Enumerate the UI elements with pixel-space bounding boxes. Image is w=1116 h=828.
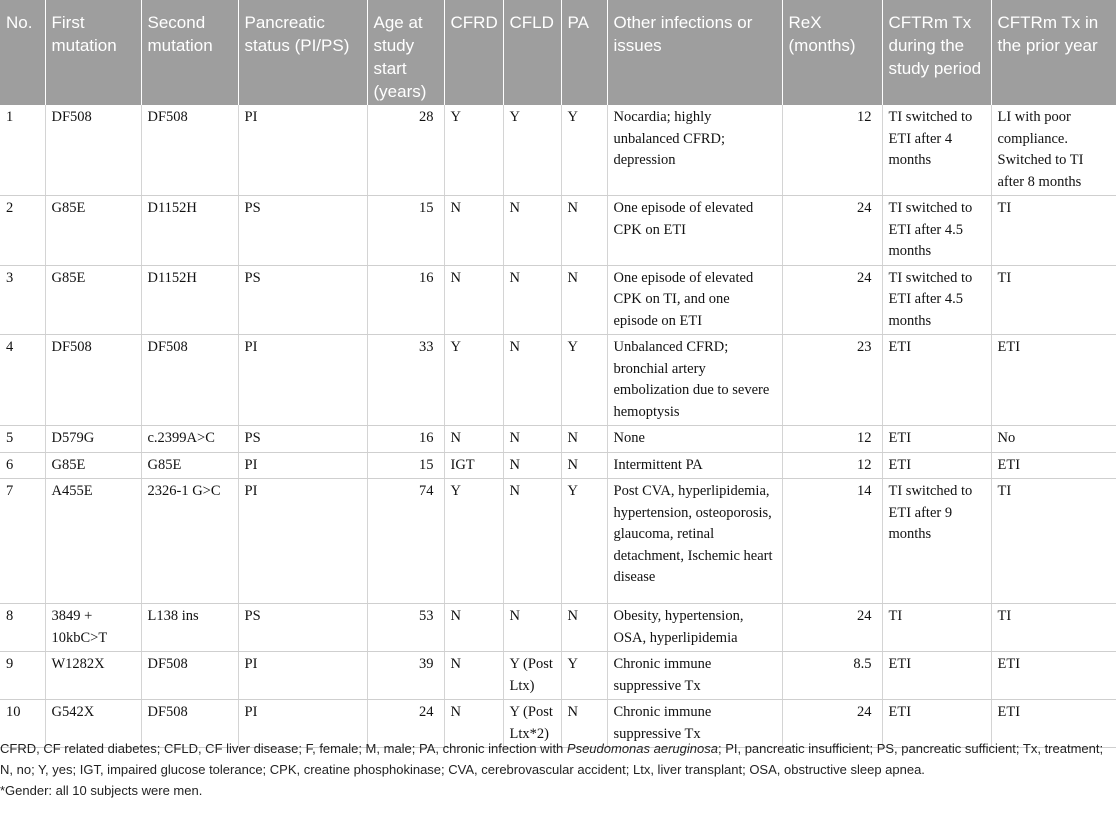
table-cell: 24 (367, 700, 444, 748)
table-cell: ETI (882, 700, 991, 748)
table-cell: 6 (0, 452, 45, 479)
table-row (0, 265, 1116, 335)
table-cell: Obesity, hypertension, OSA, hyperlipidemia (607, 604, 782, 652)
table-cell: Y (561, 105, 607, 196)
table-cell: PS (238, 426, 367, 453)
table-cell: TI (991, 479, 1116, 604)
table-cell: ETI (991, 700, 1116, 748)
table-cell: PS (238, 604, 367, 652)
table-cell: G542X (45, 700, 141, 748)
table-cell: TI (882, 604, 991, 652)
table-cell: Y (561, 652, 607, 700)
table-cell: One episode of elevated CPK on TI, and one episode on ETI (607, 265, 782, 335)
table-cell: IGT (444, 452, 503, 479)
table-cell: 24 (782, 196, 882, 266)
table-cell: N (444, 196, 503, 266)
table-cell: None (607, 426, 782, 453)
table-cell: 24 (782, 265, 882, 335)
table-row (0, 452, 1116, 479)
table-cell: LI with poor compliance. Switched to TI after 8 months (991, 105, 1116, 196)
column-header: Other infections or issues (607, 0, 782, 105)
table-cell: Y (Post Ltx*2) (503, 700, 561, 748)
table-cell: DF508 (45, 335, 141, 426)
column-header: CFLD (503, 0, 561, 105)
table-cell: PS (238, 196, 367, 266)
table-cell: 16 (367, 265, 444, 335)
table-cell: ETI (991, 452, 1116, 479)
table-cell: N (561, 700, 607, 748)
table-cell: DF508 (45, 105, 141, 196)
table-cell: DF508 (141, 652, 238, 700)
table-cell: N (503, 265, 561, 335)
table-cell: N (503, 604, 561, 652)
table-cell: DF508 (141, 335, 238, 426)
table-cell: Y (561, 335, 607, 426)
table-cell: N (444, 265, 503, 335)
column-header: ReX (months) (782, 0, 882, 105)
table-cell: 15 (367, 196, 444, 266)
table-cell: TI switched to ETI after 4.5 months (882, 196, 991, 266)
species-name: Pseudomonas aeruginosa (566, 741, 718, 756)
column-header: Second mutation (141, 0, 238, 105)
table-cell: 12 (782, 105, 882, 196)
table-cell: 53 (367, 604, 444, 652)
table-cell: TI switched to ETI after 4.5 months (882, 265, 991, 335)
table-cell: 2326-1 G>C (141, 479, 238, 604)
table-cell: Y (444, 479, 503, 604)
table-cell: G85E (45, 265, 141, 335)
table-row (0, 479, 1116, 604)
table-cell: Intermittent PA (607, 452, 782, 479)
table-cell: 16 (367, 426, 444, 453)
table-cell: D1152H (141, 265, 238, 335)
table-cell: N (444, 604, 503, 652)
table-cell: 24 (782, 604, 882, 652)
table-cell: ETI (882, 452, 991, 479)
table-cell: D579G (45, 426, 141, 453)
table-cell: 5 (0, 426, 45, 453)
table-cell: Post CVA, hyperlipidemia, hypertension, osteoporosis, glaucoma, retinal detachment, Ischemic heart disease (607, 479, 782, 604)
table-row (0, 196, 1116, 266)
table-footnotes (0, 738, 1116, 801)
table-cell: 28 (367, 105, 444, 196)
table-cell: L138 ins (141, 604, 238, 652)
table-cell: No (991, 426, 1116, 453)
table-cell: A455E (45, 479, 141, 604)
table-cell: c.2399A>C (141, 426, 238, 453)
column-header: CFTRm Tx during the study period (882, 0, 991, 105)
gender-note: *Gender: all 10 subjects were men. (0, 783, 203, 798)
table-cell: 8 (0, 604, 45, 652)
table-cell: PI (238, 452, 367, 479)
table-cell: TI switched to ETI after 4 months (882, 105, 991, 196)
table-cell: N (561, 265, 607, 335)
table-cell: 1 (0, 105, 45, 196)
column-header: CFTRm Tx in the prior year (991, 0, 1116, 105)
table-cell: ETI (882, 335, 991, 426)
table-row (0, 652, 1116, 700)
table-cell: 23 (782, 335, 882, 426)
table-cell: 8.5 (782, 652, 882, 700)
table-row (0, 105, 1116, 196)
table-cell: 10 (0, 700, 45, 748)
table-cell: 9 (0, 652, 45, 700)
table-cell: PI (238, 335, 367, 426)
table-cell: N (561, 426, 607, 453)
table-cell: N (503, 335, 561, 426)
table-cell: Y (561, 479, 607, 604)
table-cell: N (444, 652, 503, 700)
column-header: Pancreatic status (PI/PS) (238, 0, 367, 105)
table-cell: N (561, 196, 607, 266)
abbreviations-note (0, 738, 1116, 780)
table-cell: PI (238, 652, 367, 700)
table-cell: TI (991, 196, 1116, 266)
table-cell: N (561, 604, 607, 652)
table-cell: Chronic immune suppressive Tx (607, 700, 782, 748)
table-cell: 3 (0, 265, 45, 335)
table-cell: N (503, 196, 561, 266)
table-cell: 14 (782, 479, 882, 604)
table-cell: G85E (45, 452, 141, 479)
table-cell: N (561, 452, 607, 479)
table-cell: TI (991, 604, 1116, 652)
table-row (0, 335, 1116, 426)
table-cell: G85E (45, 196, 141, 266)
table-cell: ETI (882, 426, 991, 453)
table-cell: DF508 (141, 700, 238, 748)
table-cell: Y (444, 335, 503, 426)
table-cell: 4 (0, 335, 45, 426)
table-cell: D1152H (141, 196, 238, 266)
table-cell: 74 (367, 479, 444, 604)
table-cell: PI (238, 105, 367, 196)
table-row (0, 604, 1116, 652)
table-cell: Y (444, 105, 503, 196)
table-body (0, 105, 1116, 748)
table-cell: 2 (0, 196, 45, 266)
column-header: First mutation (45, 0, 141, 105)
table-cell: ETI (991, 652, 1116, 700)
table-cell: PI (238, 479, 367, 604)
table-cell: ETI (991, 335, 1116, 426)
table-cell: Chronic immune suppressive Tx (607, 652, 782, 700)
table-row (0, 426, 1116, 453)
table-cell: N (503, 426, 561, 453)
table-cell: 15 (367, 452, 444, 479)
table-cell: 12 (782, 426, 882, 453)
table-cell: PI (238, 700, 367, 748)
table-cell: 33 (367, 335, 444, 426)
table-cell: TI (991, 265, 1116, 335)
column-header: CFRD (444, 0, 503, 105)
table-cell: Nocardia; highly unbalanced CFRD; depression (607, 105, 782, 196)
table-cell: W1282X (45, 652, 141, 700)
table-cell: N (503, 452, 561, 479)
column-header: No. (0, 0, 45, 105)
header-row (0, 0, 1116, 105)
table-cell: N (444, 426, 503, 453)
table-cell: G85E (141, 452, 238, 479)
table-cell: ETI (882, 652, 991, 700)
table-cell: 7 (0, 479, 45, 604)
table-cell: 3849 + 10kbC>T (45, 604, 141, 652)
table-cell: N (444, 700, 503, 748)
table-cell: 39 (367, 652, 444, 700)
table-cell: TI switched to ETI after 9 months (882, 479, 991, 604)
table-cell: Y (Post Ltx) (503, 652, 561, 700)
column-header: Age at study start (years) (367, 0, 444, 105)
table-cell: One episode of elevated CPK on ETI (607, 196, 782, 266)
table-cell: 12 (782, 452, 882, 479)
table-cell: N (503, 479, 561, 604)
table-cell: DF508 (141, 105, 238, 196)
table-cell: PS (238, 265, 367, 335)
table-cell: Y (503, 105, 561, 196)
column-header: PA (561, 0, 607, 105)
table-cell: 24 (782, 700, 882, 748)
table-cell: Unbalanced CFRD; bronchial artery embolization due to severe hemoptysis (607, 335, 782, 426)
abbreviations-text-part2: ; PI, pancreatic insufficient; PS, pancreatic sufficient; Tx, treatment; N, no; Y, yes; IGT, impaired glucose tolerance; CPK, creatine phosphokinase; CVA, cerebrovascular accident; Ltx, liver transplant; OSA, obstructive sleep apnea. (0, 741, 1104, 777)
abbreviations-text-part1: CFRD, CF related diabetes; CFLD, CF liver disease; F, female; M, male; PA, chronic infection with (0, 741, 567, 756)
